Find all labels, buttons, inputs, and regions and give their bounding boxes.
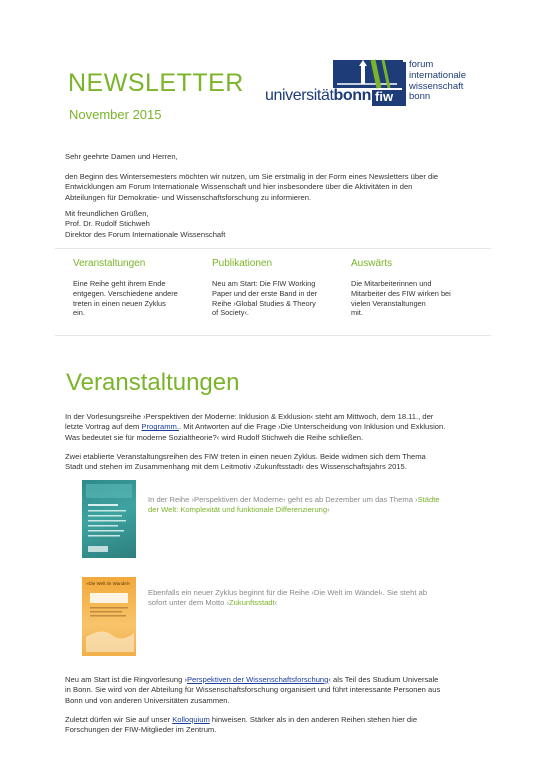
column-text: Neu am Start: Die FIW Working Paper und der erste Band in der Reihe ›Global Studies & Theory of Society‹. bbox=[212, 279, 318, 318]
logo-line: bonn bbox=[409, 91, 431, 103]
intro-line: den Beginn des Wintersemesters möchten wir nutzen, um Sie erstmalig in der Form eines Newsletters über die bbox=[65, 172, 439, 181]
closing: Mit freundlichen Grüßen, bbox=[65, 209, 149, 218]
poster-image-icon bbox=[82, 480, 136, 558]
column-publikationen[interactable] bbox=[212, 258, 342, 318]
events-paragraph-1: In der Vorlesungsreihe ›Perspektiven der Moderne: Inklusion & Exklusion‹ steht am Mittwoch, dem 18.11., der letzte Vortrag auf dem Programm.. Mit Antworten auf die Frage ›Die Unterscheidung von Inklusion und Exklusion. Was bedeutet sie für moderne Sozialtheorie?‹ wird Rudolf Stichweh die Reihe schließen. bbox=[65, 412, 446, 442]
logo-fiw-text: fiw bbox=[375, 89, 394, 104]
staedte-highlight[interactable]: der Welt: Komplexität und funktionale Differenzierung bbox=[148, 505, 328, 515]
zukunftsstadt-highlight[interactable]: Zukunftsstadt bbox=[229, 598, 275, 608]
welt-im-wandel-item-text: Ebenfalls ein neuer Zyklus beginnt für die Reihe ›Die Welt im Wandel‹. Sie steht ab sofort unter dem Motto ›Zukunftsstadt‹ bbox=[148, 588, 427, 608]
column-veranstaltungen[interactable] bbox=[73, 258, 198, 318]
welt-im-wandel-poster-thumbnail[interactable] bbox=[82, 577, 136, 656]
poster-image-icon bbox=[82, 577, 136, 656]
column-heading: Publikationen bbox=[212, 258, 273, 269]
column-heading: Auswärts bbox=[351, 258, 393, 269]
events-paragraph-2: Zwei etablierte Veranstaltungsreihen des FIW treten in einen neuen Zyklus. Beide widmen sich dem Thema Stadt und stehen im Zusammenhang mit dem Leitmotiv ›Zukunftsstadt‹ des Wissenschaftsjahrs 2015. bbox=[65, 452, 426, 472]
events-paragraph-3: Neu am Start ist die Ringvorlesung ›Perspektiven der Wissenschaftsforschung‹ als Teil des Studium Universale in Bonn. Sie wird von der Abteilung für Wissenschaftsforschung organisiert und führt interessante Personen aus Bonn und von anderen Universitäten zusammen. bbox=[65, 675, 441, 705]
ringvorlesung-link[interactable]: Perspektiven der Wissenschaftsforschung bbox=[186, 675, 329, 684]
section-title: Veranstaltungen bbox=[66, 369, 240, 396]
divider bbox=[55, 248, 491, 249]
logo-university-text: universität bbox=[265, 87, 334, 104]
intro-line: Abteilungen für Demokratie- und Wissenschaftsforschung zu informieren. bbox=[65, 192, 312, 202]
logo-line: wissenschaft bbox=[409, 80, 464, 92]
signatory-role: Direktor des Forum Internationale Wissenschaft bbox=[65, 229, 226, 239]
poster-caption: »Die Welt im Wandel« bbox=[86, 581, 131, 586]
programm-link[interactable]: Programm. bbox=[141, 422, 179, 432]
column-text: Die Mitarbeiterinnen und Mitarbeiter des FIW wirken bei vielen Veranstaltungen mit. bbox=[351, 279, 451, 318]
newsletter-title: NEWSLETTER bbox=[68, 69, 244, 97]
staedte-highlight[interactable]: Städte bbox=[417, 495, 440, 504]
events-paragraph-4: Zuletzt dürfen wir Sie auf unser Kolloquium hinweisen. Stärker als in den anderen Reihen stehen hier die Forschungen der FIW-Mitglieder im Zentrum. bbox=[65, 715, 418, 735]
logo-bonn-text: bonn bbox=[333, 87, 372, 104]
intro-line: Entwicklungen am Forum Internationale Wissenschaft und hier insbesondere über die Aktivitäten in den bbox=[65, 182, 413, 192]
kolloquium-link[interactable]: Kolloquium bbox=[172, 715, 210, 724]
column-heading: Veranstaltungen bbox=[73, 258, 146, 269]
column-auswaerts[interactable] bbox=[351, 258, 481, 318]
intro-paragraph bbox=[65, 172, 505, 203]
university-logo[interactable] bbox=[265, 58, 497, 110]
signature-block bbox=[65, 209, 225, 240]
perspektiven-poster-thumbnail[interactable] bbox=[82, 480, 136, 558]
salutation: Sehr geehrte Damen und Herren, bbox=[65, 152, 178, 161]
column-text: Eine Reihe geht ihrem Ende entgegen. Verschiedene andere treten in einen neuen Zyklus ein. bbox=[73, 279, 178, 318]
signatory-name: Prof. Dr. Rudolf Stichweh bbox=[65, 219, 150, 229]
divider bbox=[55, 335, 491, 336]
newsletter-date: November 2015 bbox=[69, 107, 162, 122]
perspektiven-item-text: In der Reihe ›Perspektiven der Moderne‹ geht es ab Dezember um das Thema ›Städte der Welt: Komplexität und funktionale Differenzierung‹ bbox=[148, 495, 440, 515]
logo-line: internationale bbox=[409, 69, 467, 81]
logo-line: forum bbox=[409, 59, 434, 70]
